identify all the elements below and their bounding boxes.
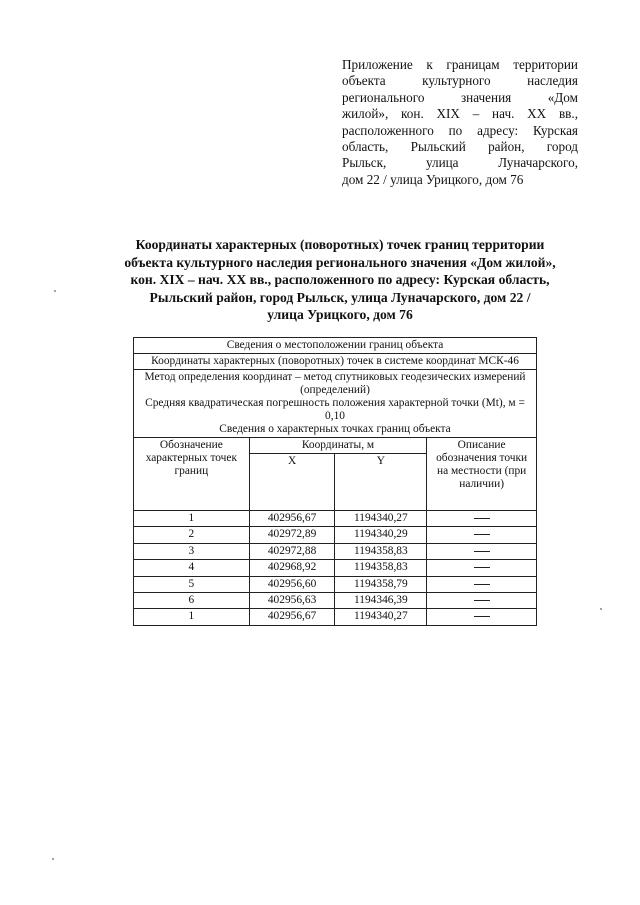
coordinates-table xyxy=(133,337,537,626)
point-x: 402956,63 xyxy=(249,593,335,609)
point-description xyxy=(427,527,537,543)
annex-line: объекта культурного наследия xyxy=(342,73,578,89)
annex-line: расположенного по адресу: Курская xyxy=(342,122,578,138)
point-description xyxy=(427,511,537,527)
title-line: Координаты характерных (поворотных) точек границ территории xyxy=(135,237,545,252)
point-number: 6 xyxy=(134,593,250,609)
annex-line: регионального значения «Дом xyxy=(342,89,578,105)
point-x: 402956,67 xyxy=(249,511,335,527)
coordinate-system: Координаты характерных (поворотных) точек в системе координат МСК-46 xyxy=(134,354,537,370)
dash-mark xyxy=(474,518,490,519)
col-x: X xyxy=(249,454,335,511)
col-description: Описание обозначения точки на местности (при наличии) xyxy=(427,438,537,511)
point-x: 402956,60 xyxy=(249,576,335,592)
title-line: Рыльский район, город Рыльск, улица Луначарского, дом 22 / xyxy=(149,289,531,305)
point-x: 402956,67 xyxy=(249,609,335,625)
title-line: кон. XIX – нач. XX вв., расположенного по адресу: Курская область, xyxy=(130,272,550,288)
table-row xyxy=(134,527,537,543)
point-y: 1194340,27 xyxy=(335,511,427,527)
point-number: 3 xyxy=(134,543,250,559)
annex-note xyxy=(342,57,578,188)
point-number: 5 xyxy=(134,576,250,592)
accuracy-text: Средняя квадратическая погрешность положения характерной точки (Mt), м = 0,10 xyxy=(145,397,525,422)
col-y: Y xyxy=(335,454,427,511)
table-row xyxy=(134,609,537,625)
table-row xyxy=(134,560,537,576)
point-y: 1194358,83 xyxy=(335,560,427,576)
table-row xyxy=(134,543,537,559)
title-line: улица Урицкого, дом 76 xyxy=(267,307,413,323)
point-number: 1 xyxy=(134,511,250,527)
annex-line: Приложение к границам территории xyxy=(342,57,578,72)
scan-speck xyxy=(54,290,56,292)
point-y: 1194340,27 xyxy=(335,609,427,625)
annex-line: жилой», кон. XIX – нач. XX вв., xyxy=(342,106,578,122)
point-y: 1194346,39 xyxy=(335,593,427,609)
point-description xyxy=(427,593,537,609)
table-row xyxy=(134,576,537,592)
point-x: 402968,92 xyxy=(249,560,335,576)
point-description xyxy=(427,543,537,559)
point-number: 1 xyxy=(134,609,250,625)
dash-mark xyxy=(474,600,490,601)
point-y: 1194358,83 xyxy=(335,543,427,559)
table-header: Сведения о местоположении границ объекта xyxy=(134,338,537,354)
dash-mark xyxy=(474,616,490,617)
point-description xyxy=(427,560,537,576)
col-designation: Обозначение характерных точек границ xyxy=(134,438,250,511)
point-y: 1194340,29 xyxy=(335,527,427,543)
point-x: 402972,89 xyxy=(249,527,335,543)
point-description xyxy=(427,609,537,625)
annex-line: Рыльск, улица Луначарского, xyxy=(342,155,578,171)
annex-line: дом 22 / улица Урицкого, дом 76 xyxy=(342,171,524,187)
document-title xyxy=(100,236,580,324)
scan-speck xyxy=(52,858,54,860)
point-y: 1194358,79 xyxy=(335,576,427,592)
dash-mark xyxy=(474,534,490,535)
point-x: 402972,88 xyxy=(249,543,335,559)
title-line: объекта культурного наследия регионального значения «Дом жилой», xyxy=(124,254,556,270)
point-description xyxy=(427,576,537,592)
point-number: 4 xyxy=(134,560,250,576)
dash-mark xyxy=(474,567,490,568)
table-row xyxy=(134,511,537,527)
points-header: Сведения о характерных точках границ объекта xyxy=(219,423,451,435)
col-coordinates: Координаты, м xyxy=(249,438,427,454)
method-text: Метод определения координат – метод спутниковых геодезических измерений (определений) xyxy=(144,371,526,396)
table-row xyxy=(134,593,537,609)
annex-line: область, Рыльский район, город xyxy=(342,139,578,155)
dash-mark xyxy=(474,584,490,585)
point-number: 2 xyxy=(134,527,250,543)
method-cell xyxy=(134,370,537,438)
scan-speck xyxy=(600,608,602,610)
dash-mark xyxy=(474,551,490,552)
